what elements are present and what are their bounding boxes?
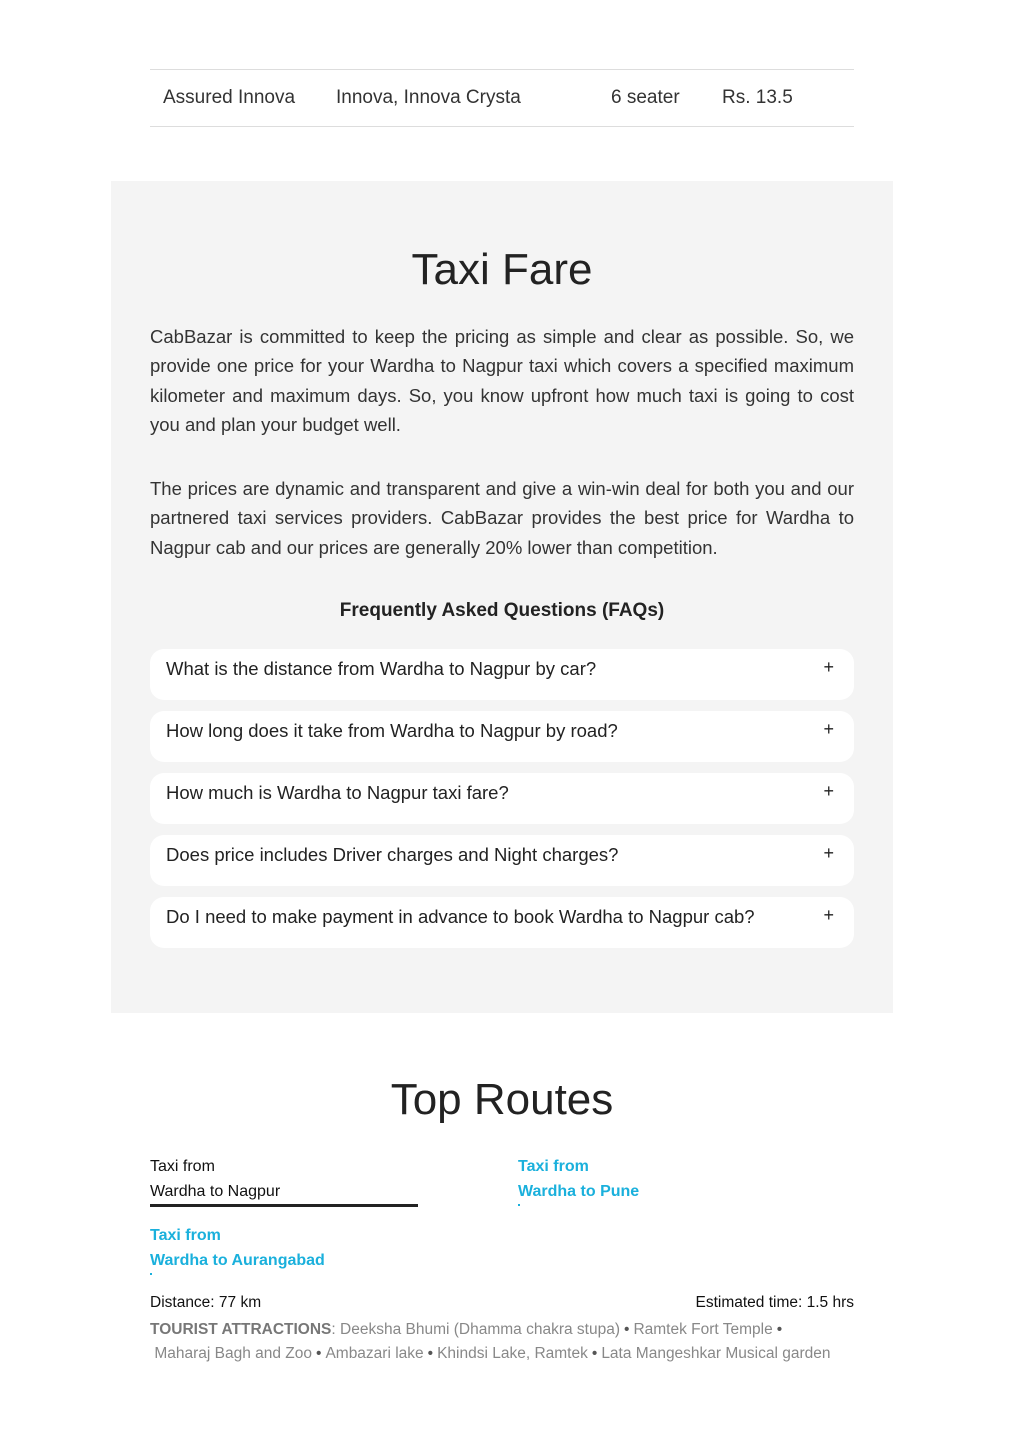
faq-item-distance[interactable]: [150, 649, 854, 700]
taxi-fare-section: [111, 181, 893, 1013]
faq-question: How much is Wardha to Nagpur taxi fare?: [166, 782, 509, 803]
attractions-label: TOURIST ATTRACTIONS: [150, 1321, 332, 1338]
attraction-item: Ramtek Fort Temple: [633, 1321, 773, 1338]
faq-item-advance-payment[interactable]: [150, 897, 854, 948]
attraction-item: Deeksha Bhumi (Dhamma chakra stupa): [340, 1321, 621, 1338]
attraction-item: Lata Mangeshkar Musical garden: [601, 1345, 831, 1362]
route-tab-wardha-aurangabad[interactable]: [150, 1223, 325, 1273]
bullet-icon: •: [591, 1345, 598, 1362]
vehicle-capacity: 6 seater: [611, 87, 680, 108]
bullet-icon: •: [776, 1321, 783, 1338]
bullet-icon: •: [316, 1345, 322, 1362]
expand-plus-icon[interactable]: +: [823, 781, 834, 801]
route-estimated-time: Estimated time: 1.5 hrs: [695, 1294, 854, 1311]
bullet-icon: •: [624, 1321, 630, 1338]
route-underline-marker: [518, 1204, 520, 1206]
tourist-attractions: TOURIST ATTRACTIONS: Deeksha Bhumi (Dhamma chakra stupa) • Ramtek Fort Temple • Maharaj Bagh and Zoo • Ambazari lake • Khindsi Lake, Ramtek • Lata Mangeshkar Musical garden: [150, 1321, 831, 1362]
faq-item-duration[interactable]: [150, 711, 854, 762]
faq-question: Do I need to make payment in advance to book Wardha to Nagpur cab?: [166, 906, 755, 927]
expand-plus-icon[interactable]: +: [823, 657, 834, 677]
expand-plus-icon[interactable]: +: [823, 905, 834, 925]
fare-paragraph-2: The prices are dynamic and transparent and give a win-win deal for both you and our partnered taxi services providers. CabBazar provides the best price for Wardha to Nagpur cab and our prices are generally 20% lower than competition.: [150, 478, 854, 558]
faq-item-charges[interactable]: [150, 835, 854, 886]
vehicle-models: Innova, Innova Crysta: [336, 87, 521, 108]
route-line2: Wardha to Aurangabad: [150, 1252, 325, 1269]
taxi-fare-title: Taxi Fare: [411, 245, 593, 294]
vehicle-rate: Rs. 13.5: [722, 87, 793, 108]
faq-heading: Frequently Asked Questions (FAQs): [339, 600, 665, 621]
route-line1: Taxi from: [150, 1158, 215, 1175]
faq-question: How long does it take from Wardha to Nagpur by road?: [166, 720, 618, 741]
route-tab-wardha-pune[interactable]: [518, 1154, 639, 1204]
attraction-item: Ambazari lake: [325, 1345, 424, 1362]
expand-plus-icon[interactable]: +: [823, 843, 834, 863]
fare-paragraph-1: CabBazar is committed to keep the pricing as simple and clear as possible. So, we provide one price for your Wardha to Nagpur taxi which covers a specified maximum kilometer and maximum days. So, you know upfront how much taxi is going to cost you and plan your budget well.: [150, 326, 854, 435]
route-line2: Wardha to Nagpur: [150, 1183, 281, 1200]
vehicle-type: Assured Innova: [163, 87, 296, 108]
route-line1: Taxi from: [518, 1158, 589, 1175]
bullet-icon: •: [427, 1345, 434, 1362]
route-line2: Wardha to Pune: [518, 1183, 640, 1200]
expand-plus-icon[interactable]: +: [823, 719, 834, 739]
vehicle-table-row: [150, 69, 854, 127]
attraction-item: Maharaj Bagh and Zoo: [154, 1345, 312, 1362]
route-underline-marker: [150, 1273, 152, 1275]
faq-question: What is the distance from Wardha to Nagpur by car?: [166, 658, 597, 679]
route-line1: Taxi from: [150, 1227, 221, 1244]
attraction-item: Khindsi Lake, Ramtek: [437, 1345, 588, 1362]
route-distance: Distance: 77 km: [150, 1294, 262, 1311]
route-tab-wardha-nagpur[interactable]: [150, 1154, 418, 1204]
active-route-underline: [150, 1204, 418, 1207]
faq-question: Does price includes Driver charges and Night charges?: [166, 844, 619, 865]
faq-item-fare[interactable]: [150, 773, 854, 824]
top-routes-title: Top Routes: [390, 1075, 614, 1124]
